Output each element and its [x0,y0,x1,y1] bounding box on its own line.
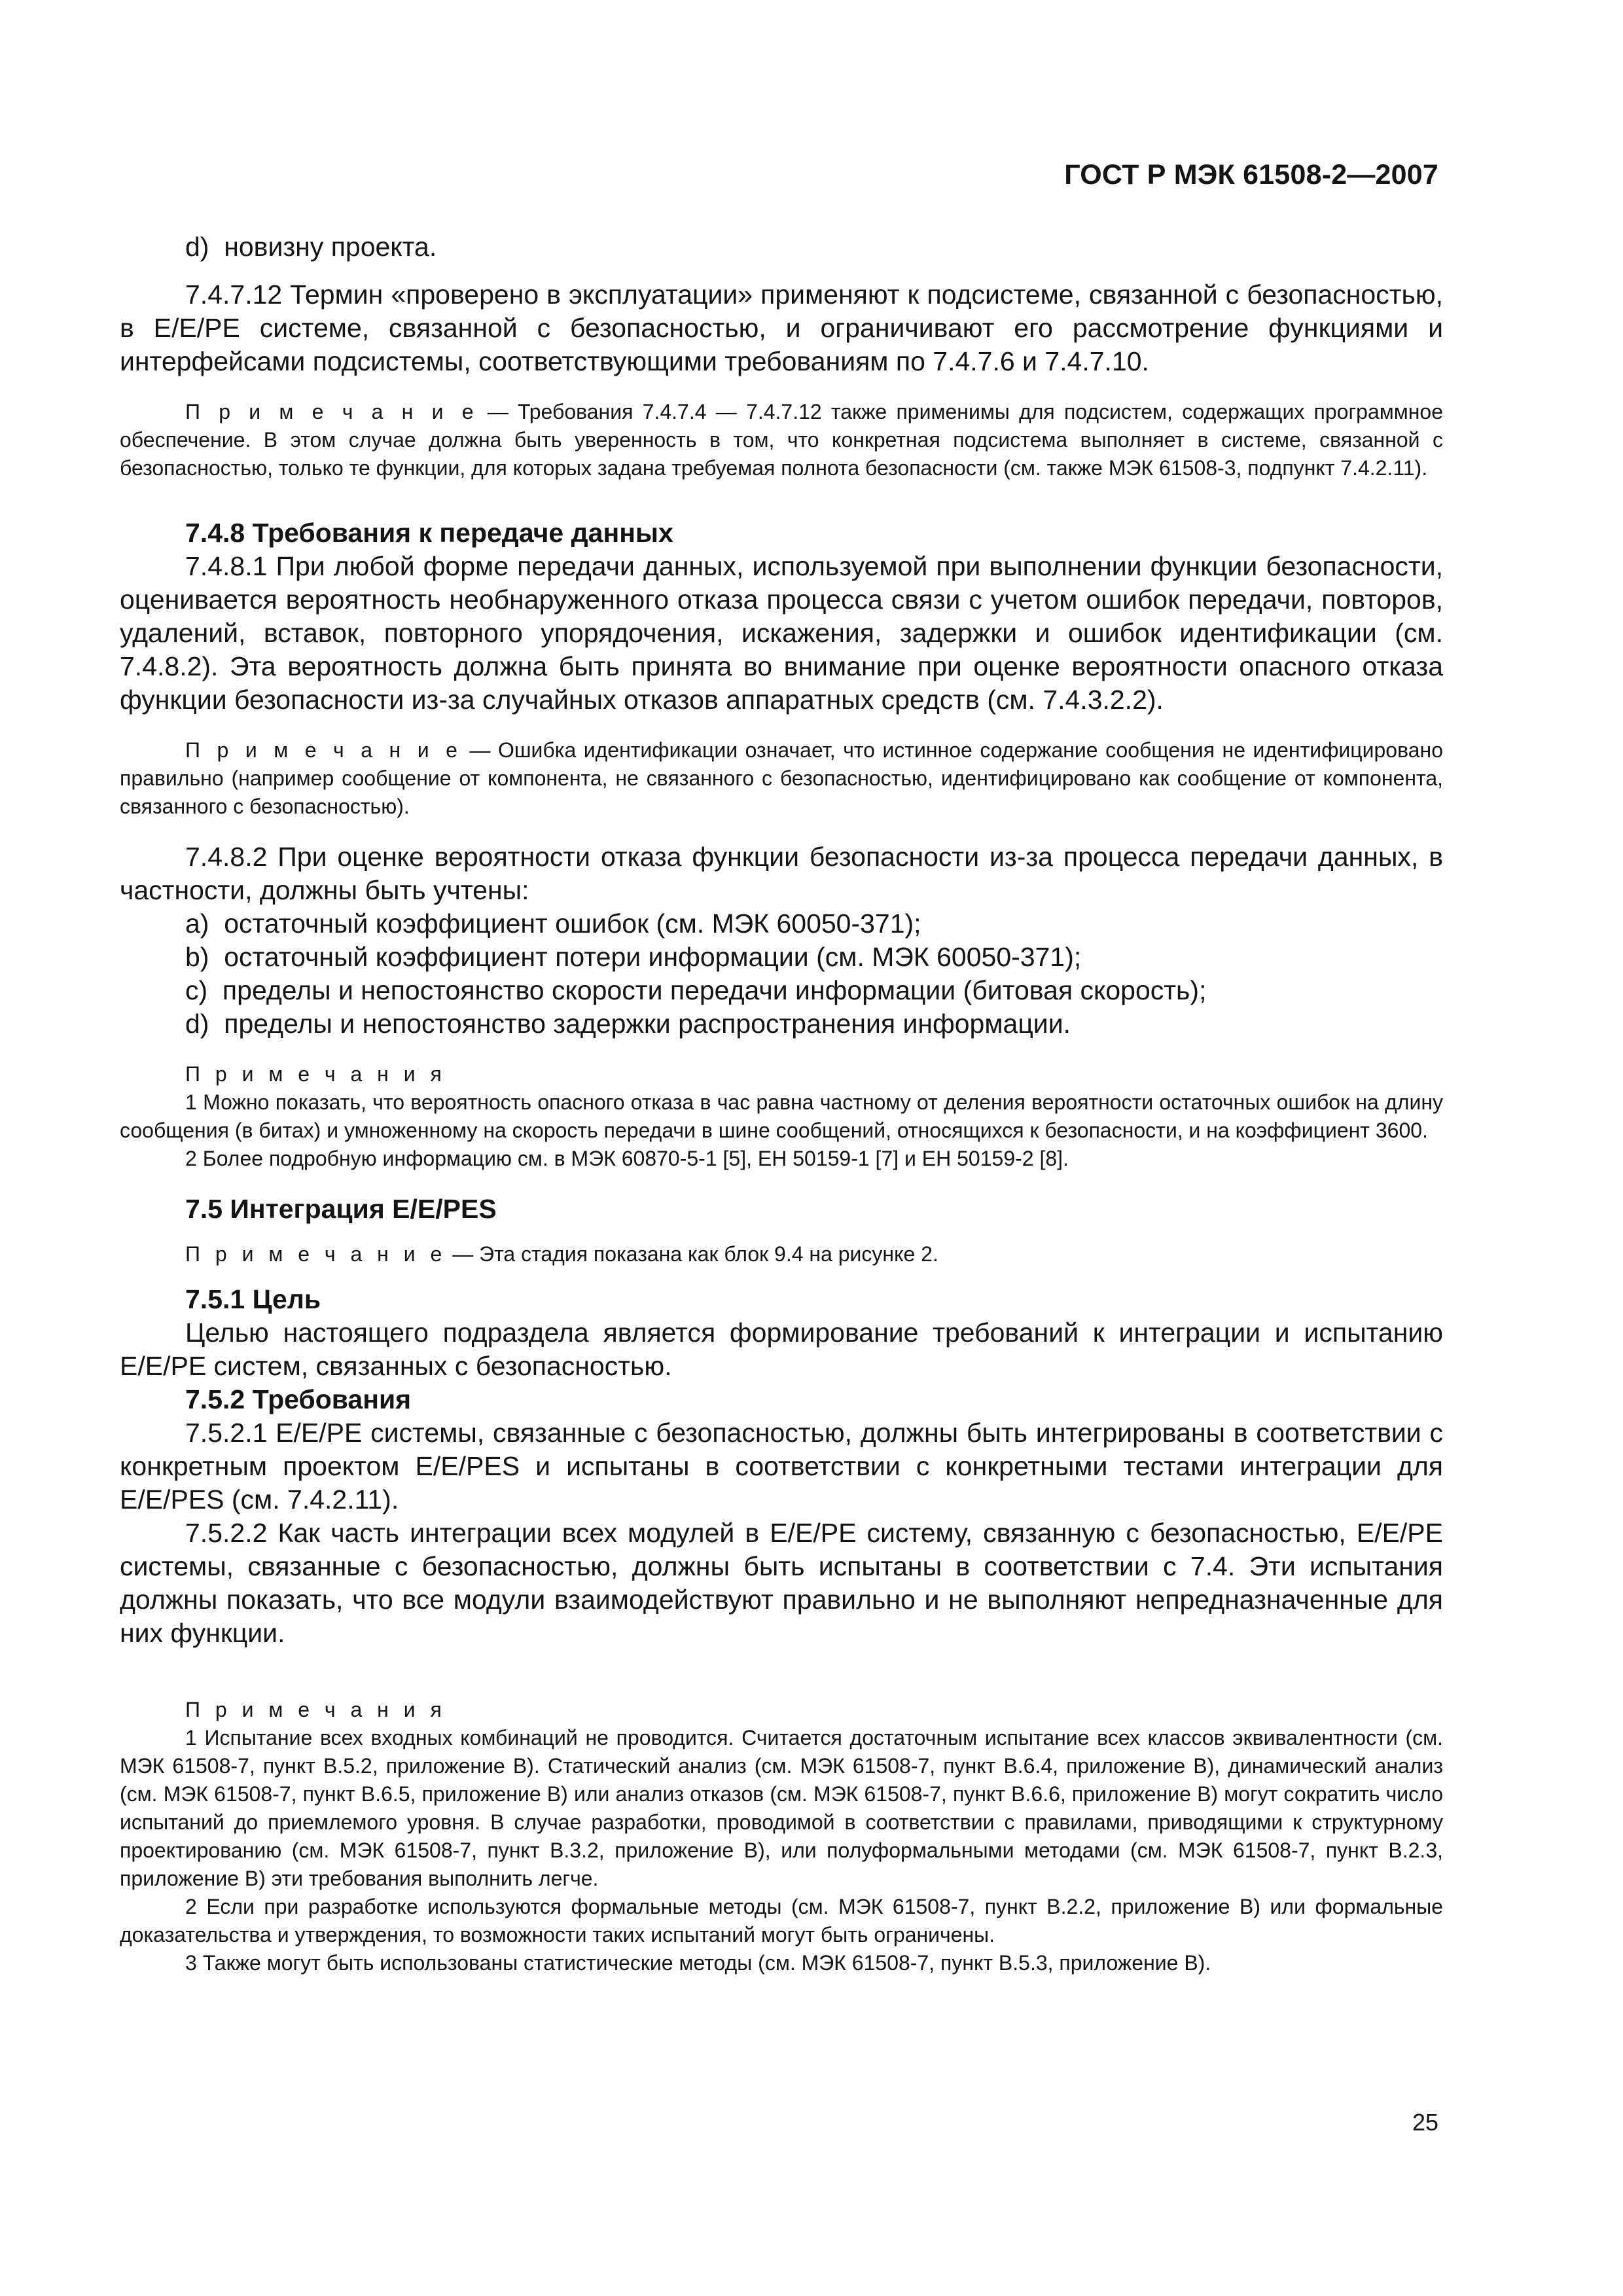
note-item: 1 Можно показать, что вероятность опасного отказа в час равна частному от деления вероятности остаточных ошибок на длину сообщения (в битах) и умноженному на скорость передачи в шине сообщений, относящихся к безопасности, и на коэффициент 3600. [120,1090,1443,1142]
note [120,1240,1443,1268]
list-item: c) пределы и непостоянство скорости передачи информации (битовая скорость); [185,975,1207,1005]
note-text: — Требования 7.4.7.4 — 7.4.7.12 также применимы для подсистем, содержащих программное обеспечение. В этом случае должна быть уверенность в том, что конкретная подсистема выполняет в системе, связанной с безопасностью, только те функции, для которых задана требуемая полнота безопасности (см. также МЭК 61508-3, подпункт 7.4.2.11). [120,400,1444,480]
note [120,398,1443,482]
paragraph-7-5-2-2: 7.5.2.2 Как часть интеграции всех модулей в E/E/PE систему, связанную с безопасностью, E/E/PE системы, связанные с безопасностью, должны быть испытаны в соответствии с 7.4. Эти испытания должны показать, что все модули взаимодействуют правильно и не выполняют непредназначенные для них функции. [120,1518,1443,1648]
note-label: П р и м е ч а н и е [185,1242,447,1266]
note-item: 1 Испытание всех входных комбинаций не проводится. Считается достаточным испытание всех классов эквивалентности (см. МЭК 61508-7, пункт В.5.2, приложение В). Статический анализ (см. МЭК 61508-7, пункт В.6.4, приложение В), динамический анализ (см. МЭК 61508-7, пункт В.6.5, приложение В) или анализ отказов (см. МЭК 61508-7, пункт В.6.6, приложение В) могут сократить число испытаний до приемлемого уровня. В случае разработки, проводимой в соответствии с правилами, приводящими к структурному проектированию (см. МЭК 61508-7, пункт В.3.2, приложение В), или полуформальными методами (см. МЭК 61508-7, пункт В.2.3, приложение В) эти требования выполнить легче. [120,1726,1443,1890]
notes-label: П р и м е ч а н и я [185,1062,446,1086]
section-heading-7-5-2: 7.5.2 Требования [185,1384,412,1414]
note-text: — Эта стадия показана как блок 9.4 на рисунке 2. [446,1242,938,1266]
paragraph-7-4-8-2: 7.4.8.2 При оценке вероятности отказа функции безопасности из-за процесса передачи данных, в частности, должны быть учтены: [120,842,1443,905]
document-id-header: ГОСТ Р МЭК 61508-2—2007 [1064,159,1438,190]
note-item: 2 Более подробную информацию см. в МЭК 60870-5-1 [5], ЕН 50159-1 [7] и ЕН 50159-2 [8]. [185,1147,1069,1170]
list-item: b) остаточный коэффициент потери информации (см. МЭК 60050-371); [185,942,1082,972]
paragraph-7-5-1: Целью настоящего подраздела является формирование требований к интеграции и испытанию E/E/PE систем, связанных с безопасностью. [120,1318,1443,1381]
note [120,736,1443,821]
note-item: 2 Если при разработке используются формальные методы (см. МЭК 61508-7, пункт В.2.2, приложение В) или формальные доказательства и утверждения, то возможности таких испытаний могут быть ограничены. [120,1895,1443,1946]
paragraph-7-4-8-1: 7.4.8.1 При любой форме передачи данных, используемой при выполнении функции безопасности, оценивается вероятность необнаруженного отказа процесса связи с учетом ошибок передачи, повторов, удалений, вставок, повторного упорядочения, искажения, задержки и ошибок идентификации (см. 7.4.8.2). Эта вероятность должна быть принята во внимание при оценке вероятности опасного отказа функции безопасности из-за случайных отказов аппаратных средств (см. 7.4.3.2.2). [120,551,1443,715]
paragraph-7-4-7-12: 7.4.7.12 Термин «проверено в эксплуатации» применяют к подсистеме, связанной с безопасностью, в E/E/PE системе, связанной с безопасностью, и ограничивают его рассмотрение функциями и интерфейсами подсистемы, соответствующими требованиям по 7.4.7.6 и 7.4.7.10. [120,279,1443,376]
note-item: 3 Также могут быть использованы статистические методы (см. МЭК 61508-7, пункт В.5.3, приложение В). [185,1951,1211,1975]
list-item: d) новизну проекта. [185,232,437,262]
list-item: d) пределы и непостоянство задержки распространения информации. [185,1009,1071,1039]
paragraph-7-5-2-1: 7.5.2.1 E/E/PE системы, связанные с безопасностью, должны быть интегрированы в соответствии с конкретным проектом E/E/PES и испытаны в соответствии с конкретными тестами интеграции для E/E/PES (см. 7.4.2.11). [120,1418,1443,1515]
section-heading-7-4-8: 7.4.8 Требования к передаче данных [185,518,673,548]
notes-label: П р и м е ч а н и я [185,1698,446,1721]
page-content [120,230,1443,1977]
section-heading-7-5-1: 7.5.1 Цель [185,1284,321,1314]
list-item: a) остаточный коэффициент ошибок (см. МЭК 60050-371); [185,908,921,939]
note-label: П р и м е ч а н и е [185,400,478,423]
section-heading-7-5: 7.5 Интеграция E/E/PES [185,1194,497,1224]
page-number: 25 [1412,2109,1438,2136]
note-label: П р и м е ч а н и е [185,738,462,762]
note-text: — Ошибка идентификации означает, что истинное содержание сообщения не идентифицировано правильно (например сообщение от компонента, не связанного с безопасностью, идентифицировано как сообщение от компонента, связанного с безопасностью). [120,738,1444,818]
